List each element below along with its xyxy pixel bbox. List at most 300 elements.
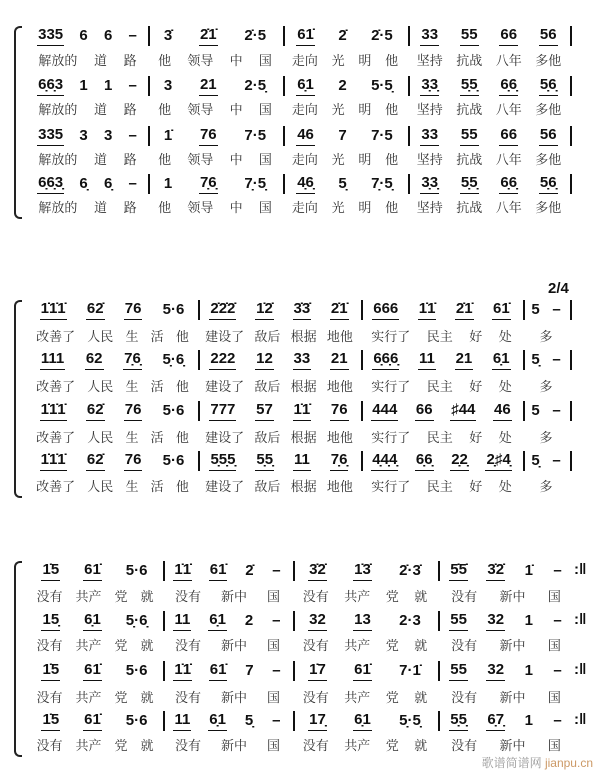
watermark-domain: jianpu.cn xyxy=(544,756,593,770)
note-group: 1̇1̇ xyxy=(173,661,192,681)
lyric-word: 就 xyxy=(414,590,428,605)
note-group: 6̣1 xyxy=(208,611,227,631)
lyric-word: 人民 xyxy=(87,480,114,495)
note-group: 444 xyxy=(371,401,398,421)
measure xyxy=(30,24,145,46)
lyric-word: 实行了 xyxy=(371,480,411,495)
lyric-word: 生 xyxy=(125,380,139,395)
dotted-note: 5·6 xyxy=(162,452,185,469)
note-group: 76 xyxy=(124,401,143,421)
lyric-word: 敌后 xyxy=(254,380,281,395)
note-group: 4̣4̣4̣ xyxy=(371,451,398,471)
note-group: 11 xyxy=(418,350,436,370)
lyric-word: 八年 xyxy=(495,153,522,168)
note-group: 5 xyxy=(531,301,540,318)
dotted-note: 5·6 xyxy=(162,402,185,419)
dotted-note: 5̣·6̣ xyxy=(125,612,148,629)
note-group: 7̣6̣ xyxy=(123,350,142,370)
note-group: 5̣ xyxy=(244,712,254,729)
measure xyxy=(150,74,280,96)
note-group: 1̇1̇ xyxy=(173,561,192,581)
lyrics-line xyxy=(165,735,290,754)
lyric-word: 领导 xyxy=(187,103,214,118)
measure xyxy=(165,659,290,681)
measure xyxy=(200,298,358,320)
lyrics-line xyxy=(30,687,160,706)
measure xyxy=(363,399,520,421)
lyric-word: 解放的 xyxy=(38,103,78,118)
note-group: – xyxy=(553,662,562,679)
measure xyxy=(285,124,405,146)
lyric-word: 抗战 xyxy=(456,54,483,69)
measure xyxy=(165,559,290,581)
lyric-word: 抗战 xyxy=(456,153,483,168)
note-group: 62̇ xyxy=(86,300,105,320)
lyric-word: 坚持 xyxy=(416,103,443,118)
bar-line xyxy=(570,26,572,46)
lyric-word: 共产 xyxy=(75,739,102,754)
lyrics-line xyxy=(200,376,358,395)
note-group: 55 xyxy=(449,661,468,681)
lyric-word: 他 xyxy=(385,201,399,216)
measure xyxy=(410,124,568,146)
bar-line xyxy=(570,451,572,471)
note-group: 2̣♯4̣ xyxy=(485,451,511,471)
note-group: 21 xyxy=(330,350,349,370)
note-group: 6̣ xyxy=(79,175,88,192)
lyric-word: 没有 xyxy=(451,639,478,654)
end-repeat-sign: :‖ xyxy=(574,611,587,628)
note-group: 11 xyxy=(293,451,311,471)
lyric-word: 就 xyxy=(414,739,428,754)
note-group: 1̇5 xyxy=(41,561,60,581)
note-group: 66 xyxy=(499,126,518,146)
lyric-word: 明 xyxy=(358,54,372,69)
lyric-word: 共产 xyxy=(75,590,102,605)
note-group: 61̇ xyxy=(492,300,511,320)
note-group: 61̇ xyxy=(296,26,315,46)
lyric-word: 没有 xyxy=(451,739,478,754)
lyric-word: 改善了 xyxy=(36,480,76,495)
lyrics-line xyxy=(295,586,435,605)
measure xyxy=(30,449,195,471)
note-group: 335 xyxy=(37,126,64,146)
note-group: – xyxy=(128,175,137,192)
bar-line xyxy=(570,76,572,96)
measure xyxy=(525,298,567,320)
note-group: 1 xyxy=(79,77,88,94)
lyrics-line xyxy=(30,476,195,495)
measure xyxy=(30,348,195,370)
lyric-word: 没有 xyxy=(36,590,63,605)
lyric-word: 地他 xyxy=(326,330,353,345)
measure xyxy=(440,609,572,631)
lyric-word: 没有 xyxy=(36,639,63,654)
note-group: 6̣6̣3̣ xyxy=(37,174,64,194)
lyric-word: 地他 xyxy=(326,480,353,495)
note-group: 76 xyxy=(330,401,349,421)
note-group: 66 xyxy=(499,26,518,46)
note-group: – xyxy=(552,452,561,469)
lyric-word: 多他 xyxy=(535,54,562,69)
lyric-word: 处 xyxy=(498,330,512,345)
lyrics-line xyxy=(440,735,572,754)
note-group: 6̣6̣3 xyxy=(37,76,64,96)
note-group: – xyxy=(552,402,561,419)
note-group: 6̣6̣6̣ xyxy=(372,350,399,370)
lyrics-line xyxy=(200,476,358,495)
lyric-word: 国 xyxy=(547,739,561,754)
lyric-word: 党 xyxy=(385,590,399,605)
note-group: 1 xyxy=(524,612,533,629)
lyric-word: 抗战 xyxy=(456,103,483,118)
note-group: 5 xyxy=(531,402,540,419)
lyric-word: 他 xyxy=(175,480,189,495)
lyrics-line xyxy=(410,149,568,168)
lyrics-line xyxy=(30,586,160,605)
measure xyxy=(30,559,160,581)
note-group: – xyxy=(272,712,281,729)
lyric-word: 国 xyxy=(258,103,272,118)
lyrics-line xyxy=(410,197,568,216)
lyrics-line xyxy=(30,735,160,754)
lyric-word: 没有 xyxy=(174,691,201,706)
lyric-word: 改善了 xyxy=(36,330,76,345)
lyric-word: 新中 xyxy=(499,691,526,706)
lyric-word: 人民 xyxy=(87,380,114,395)
measure xyxy=(525,399,567,421)
lyric-word: 好 xyxy=(469,380,483,395)
dotted-note: 7̣·5̣ xyxy=(371,175,393,192)
note-group: 1̇1̇ xyxy=(418,300,437,320)
note-group: 5̣5̣ xyxy=(449,711,468,731)
lyric-word: 坚持 xyxy=(416,153,443,168)
watermark-site: 歌谱简谱网 xyxy=(481,756,542,770)
note-group: – xyxy=(272,562,281,579)
lyrics-line xyxy=(440,687,572,706)
note-group: 32 xyxy=(486,661,505,681)
lyric-word: 他 xyxy=(175,330,189,345)
lyrics-line xyxy=(525,427,567,446)
note-group: 5̣6̣ xyxy=(539,174,558,194)
note-group: 33 xyxy=(420,126,439,146)
note-group: – xyxy=(128,27,137,44)
measure xyxy=(295,659,435,681)
bar-line xyxy=(570,126,572,146)
note-group: 62̇ xyxy=(86,451,105,471)
note-group: 7̣6̣ xyxy=(199,174,218,194)
lyric-word: 共产 xyxy=(75,639,102,654)
lyric-word: 多 xyxy=(539,480,553,495)
note-group: 76 xyxy=(199,126,218,146)
lyric-word: 没有 xyxy=(174,639,201,654)
note-group: 1̇7 xyxy=(308,661,327,681)
dotted-note: 5·6 xyxy=(125,562,148,579)
lyric-word: 没有 xyxy=(302,739,329,754)
lyric-word: 多 xyxy=(539,431,553,446)
lyric-word: 新中 xyxy=(499,590,526,605)
measure xyxy=(30,74,145,96)
lyric-word: 共产 xyxy=(344,691,371,706)
lyric-word: 党 xyxy=(114,639,128,654)
note-group: 33 xyxy=(420,26,439,46)
note-group: 6̣6̣ xyxy=(499,174,518,194)
note-group: 2 xyxy=(338,77,347,94)
note-group: 1̇5 xyxy=(41,661,60,681)
lyric-word: 国 xyxy=(266,739,280,754)
lyric-word: 好 xyxy=(469,480,483,495)
measure xyxy=(410,24,568,46)
note-group: 5̣5̣ xyxy=(255,451,274,471)
note-group: 17̣ xyxy=(308,711,327,731)
system-bracket xyxy=(14,26,22,219)
measure xyxy=(440,659,572,681)
note-group: 32 xyxy=(486,611,505,631)
lyric-word: 没有 xyxy=(451,691,478,706)
note-group: 2̇2̇2̇ xyxy=(209,300,236,320)
lyric-word: 中 xyxy=(229,54,243,69)
lyrics-line xyxy=(285,197,405,216)
lyric-word: 路 xyxy=(123,153,137,168)
note-group: 55 xyxy=(449,611,468,631)
lyric-word: 国 xyxy=(266,691,280,706)
lyrics-line xyxy=(30,197,145,216)
measure xyxy=(150,172,280,194)
note-group: – xyxy=(553,712,562,729)
lyrics-line xyxy=(200,326,358,345)
note-group: 1̇ xyxy=(163,127,173,144)
lyric-word: 多他 xyxy=(535,103,562,118)
note-group: 2̇ xyxy=(245,562,254,579)
note-group: 111 xyxy=(40,350,65,370)
lyric-word: 路 xyxy=(123,201,137,216)
dotted-note: 5·6 xyxy=(125,712,148,729)
measure xyxy=(165,609,290,631)
note-group: 5̣6̣ xyxy=(539,76,558,96)
lyric-word: 建设了 xyxy=(205,480,245,495)
note-group: 6̣7̣ xyxy=(486,711,505,731)
note-group: 1 xyxy=(524,662,533,679)
lyrics-line xyxy=(410,50,568,69)
lyric-word: 道 xyxy=(93,201,107,216)
lyric-word: 处 xyxy=(498,431,512,446)
measure xyxy=(363,298,520,320)
bar-line xyxy=(570,300,572,320)
system-bracket xyxy=(14,561,22,757)
lyric-word: 新中 xyxy=(220,639,247,654)
lyric-word: 道 xyxy=(93,54,107,69)
lyric-word: 领导 xyxy=(187,54,214,69)
note-group: 21 xyxy=(199,76,218,96)
note-group: 1̇3̇ xyxy=(353,561,372,581)
lyric-word: 没有 xyxy=(36,739,63,754)
lyrics-line xyxy=(440,586,572,605)
lyric-word: 光 xyxy=(331,103,345,118)
lyric-word: 明 xyxy=(358,201,372,216)
measure xyxy=(30,124,145,146)
measure xyxy=(30,609,160,631)
lyric-word: 活 xyxy=(150,431,164,446)
lyric-word: 坚持 xyxy=(416,54,443,69)
measure xyxy=(363,449,520,471)
note-group: 62 xyxy=(85,350,104,370)
bar-line xyxy=(570,401,572,421)
lyric-word: 多 xyxy=(539,380,553,395)
note-group: 13 xyxy=(353,611,372,631)
lyric-word: 处 xyxy=(498,480,512,495)
lyrics-line xyxy=(295,635,435,654)
lyric-word: 活 xyxy=(150,380,164,395)
note-group: 2̇1̇ xyxy=(455,300,474,320)
lyrics-line xyxy=(295,687,435,706)
lyric-word: 八年 xyxy=(495,201,522,216)
lyrics-line xyxy=(30,326,195,345)
measure xyxy=(30,709,160,731)
dotted-note: 5·6 xyxy=(125,662,148,679)
lyrics-line xyxy=(165,586,290,605)
lyric-word: 人民 xyxy=(87,431,114,446)
lyric-word: 中 xyxy=(229,153,243,168)
lyric-word: 国 xyxy=(258,54,272,69)
note-group: 5̣5̣ xyxy=(460,174,479,194)
dotted-note: 2·5̣ xyxy=(244,77,267,94)
lyric-word: 走向 xyxy=(291,103,318,118)
end-repeat-sign: :‖ xyxy=(574,561,587,578)
end-repeat-sign: :‖ xyxy=(574,661,587,678)
lyric-word: 国 xyxy=(266,639,280,654)
measure xyxy=(30,399,195,421)
lyric-word: 生 xyxy=(125,431,139,446)
lyric-word: 坚持 xyxy=(416,201,443,216)
note-group: 222 xyxy=(209,350,236,370)
lyric-word: 共产 xyxy=(344,639,371,654)
note-group: 61̇ xyxy=(353,661,372,681)
note-group: 55 xyxy=(460,26,479,46)
note-group: 21 xyxy=(455,350,474,370)
lyric-word: 改善了 xyxy=(36,431,76,446)
note-group: 335 xyxy=(37,26,64,46)
lyric-word: 没有 xyxy=(36,691,63,706)
note-group: 6̣6̣ xyxy=(499,76,518,96)
note-group: 3̣3̣ xyxy=(420,76,439,96)
note-group: 46 xyxy=(296,126,315,146)
note-group: 7 xyxy=(245,662,254,679)
lyric-word: 解放的 xyxy=(38,54,78,69)
measure xyxy=(410,172,568,194)
lyric-word: 党 xyxy=(385,639,399,654)
note-group: 1 xyxy=(103,77,113,94)
lyric-word: 就 xyxy=(140,739,154,754)
dotted-note: 7̣·5̣ xyxy=(244,175,267,192)
lyrics-line xyxy=(525,326,567,345)
lyric-word: 领导 xyxy=(187,201,214,216)
dotted-note: 5·5̣ xyxy=(371,77,393,94)
dotted-note: 5·6 xyxy=(162,301,185,318)
lyrics-line xyxy=(363,376,520,395)
lyrics-line xyxy=(30,99,145,118)
note-group: 15̣ xyxy=(41,611,60,631)
lyric-word: 活 xyxy=(150,480,164,495)
note-group: 62̇ xyxy=(86,401,105,421)
lyrics-line xyxy=(525,376,567,395)
lyric-word: 没有 xyxy=(174,590,201,605)
dotted-note: 2̇·5 xyxy=(244,27,267,44)
note-group: 3̇ xyxy=(163,27,173,44)
measure xyxy=(525,449,567,471)
note-group: 1̇1̇1̇ xyxy=(40,300,67,320)
lyric-word: 八年 xyxy=(495,103,522,118)
measure xyxy=(30,659,160,681)
note-group: 3 xyxy=(79,127,88,144)
lyric-word: 他 xyxy=(158,54,172,69)
lyric-word: 国 xyxy=(258,153,272,168)
measure xyxy=(440,559,572,581)
lyric-word: 他 xyxy=(385,54,399,69)
note-group: 666 xyxy=(372,300,399,320)
lyric-word: 共产 xyxy=(75,691,102,706)
note-group: 6̣6̣ xyxy=(415,451,434,471)
lyric-word: 明 xyxy=(358,153,372,168)
lyric-word: 新中 xyxy=(499,739,526,754)
note-group: 55 xyxy=(460,126,479,146)
dotted-note: 7·5 xyxy=(371,127,393,144)
dotted-note: 2·3 xyxy=(399,612,421,629)
lyric-word: 他 xyxy=(175,380,189,395)
lyric-word: 好 xyxy=(469,431,483,446)
lyric-word: 处 xyxy=(498,380,512,395)
lyrics-line xyxy=(363,427,520,446)
lyric-word: 道 xyxy=(93,103,107,118)
note-group: 3̇2̇ xyxy=(486,561,505,581)
note-group: 1̇1̇ xyxy=(293,401,312,421)
measure xyxy=(150,24,280,46)
lyric-word: 走向 xyxy=(291,153,318,168)
lyric-word: 根据 xyxy=(290,431,317,446)
note-group: 1̇ xyxy=(524,562,533,579)
lyric-word: 党 xyxy=(385,691,399,706)
note-group: 2̣2̣ xyxy=(450,451,469,471)
measure xyxy=(295,709,435,731)
dotted-note: 2̇·5 xyxy=(371,27,393,44)
lyric-word: 就 xyxy=(414,691,428,706)
lyric-word: 他 xyxy=(158,153,172,168)
note-group: 1̇1̇1̇ xyxy=(40,401,67,421)
note-group: 5̣ xyxy=(531,452,540,469)
note-group: – xyxy=(553,612,562,629)
lyric-word: 党 xyxy=(114,691,128,706)
lyric-word: 国 xyxy=(547,590,561,605)
note-group: ♯44 xyxy=(450,401,476,421)
lyric-word: 共产 xyxy=(344,739,371,754)
lyric-word: 活 xyxy=(150,330,164,345)
lyric-word: 党 xyxy=(114,590,128,605)
note-group: – xyxy=(272,662,281,679)
note-group: 1̇2̇ xyxy=(255,300,274,320)
note-group: 5̇5̇ xyxy=(449,561,468,581)
note-group: 2 xyxy=(244,612,254,629)
note-group: 5̣5̣ xyxy=(460,76,479,96)
measure xyxy=(285,24,405,46)
note-group: 6̣1 xyxy=(83,611,102,631)
note-group: 777 xyxy=(209,401,236,421)
note-group: 12 xyxy=(255,350,274,370)
lyric-word: 国 xyxy=(547,691,561,706)
lyric-word: 敌后 xyxy=(254,330,281,345)
lyric-word: 新中 xyxy=(220,691,247,706)
measure xyxy=(410,74,568,96)
lyric-word: 光 xyxy=(331,201,345,216)
lyric-word: 光 xyxy=(331,54,345,69)
